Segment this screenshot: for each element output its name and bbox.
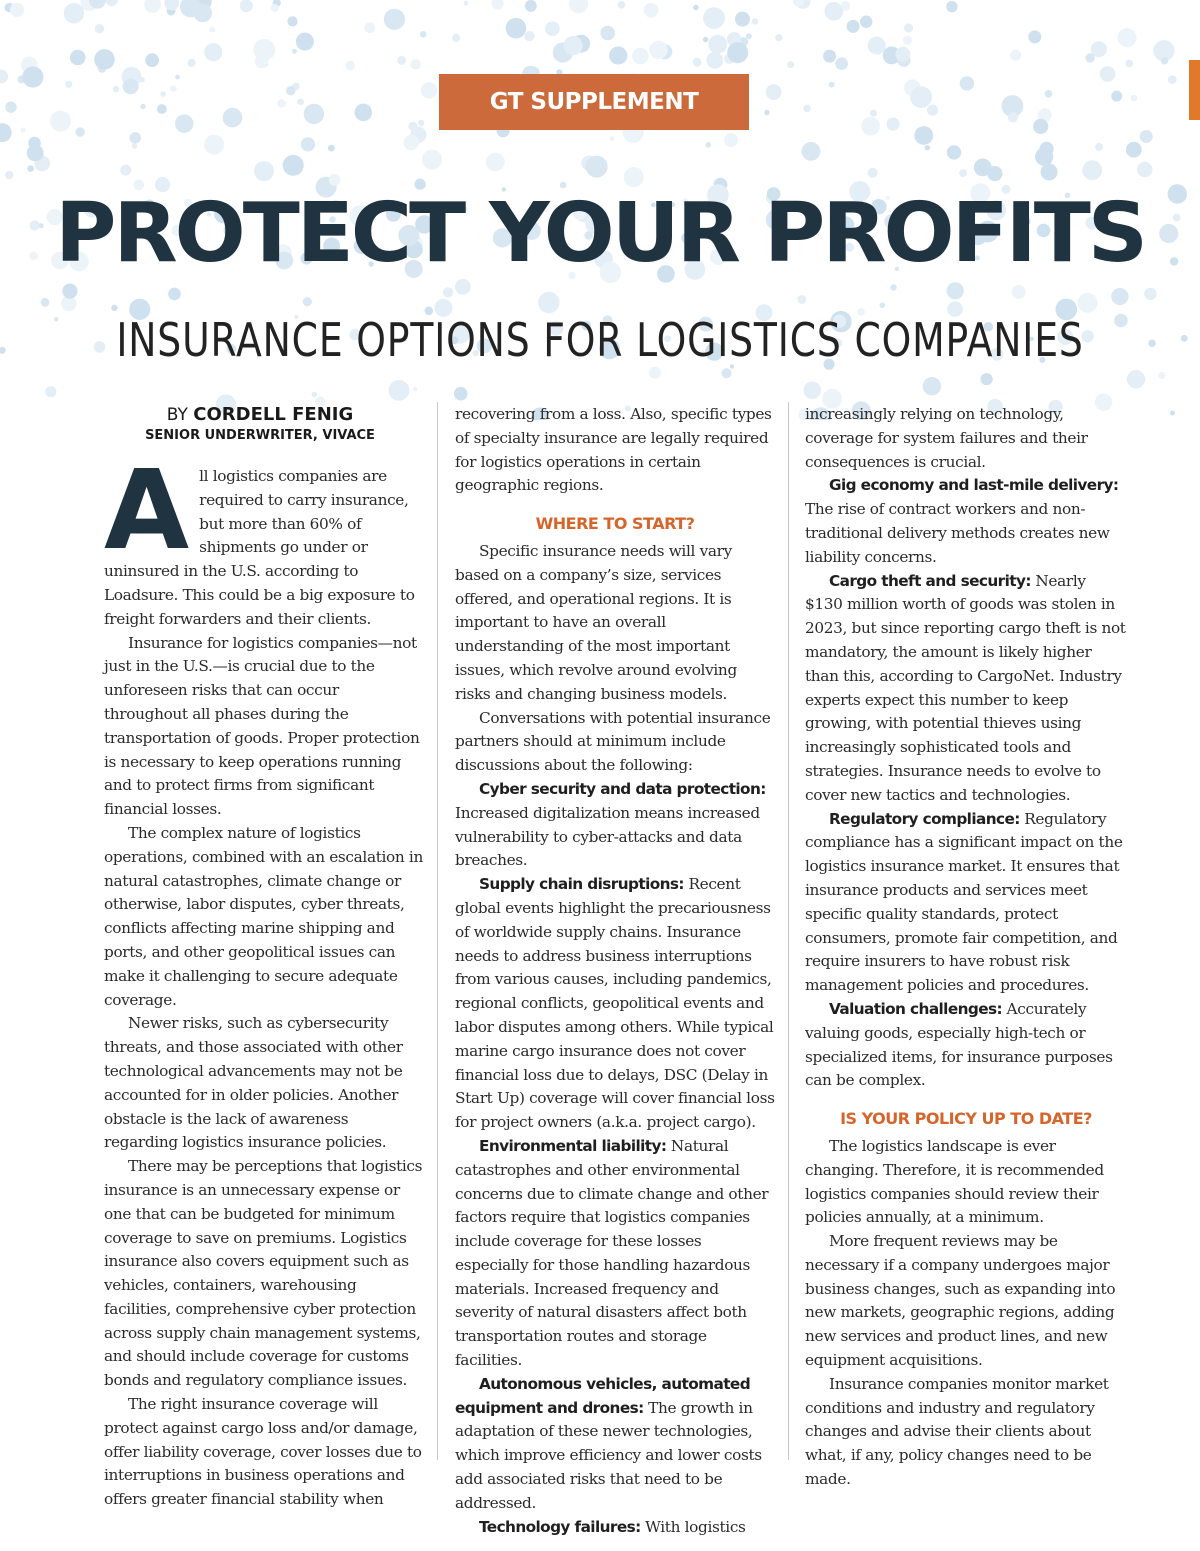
background-dot: [301, 137, 315, 151]
list-item: [805, 998, 1127, 1093]
continued-paragraph: increasingly relying on technology, coverage for system failures and their consequences is crucial.: [805, 405, 1088, 471]
background-dot: [297, 99, 304, 106]
background-dot: [287, 16, 297, 26]
background-dot: [254, 161, 274, 181]
list-item: [455, 873, 775, 1135]
background-dot: [1170, 411, 1175, 416]
background-dot: [5, 102, 16, 113]
section-heading-policy-up-to-date: IS YOUR POLICY UP TO DATE?: [840, 1109, 1092, 1129]
background-dot: [775, 34, 782, 41]
background-dot: [21, 128, 26, 133]
term-text: Increased digitalization means increased vulnerability to cyber-attacks and data breaches.: [455, 803, 760, 870]
background-dot: [1144, 288, 1156, 300]
background-dot: [94, 49, 115, 70]
background-dot: [1082, 160, 1102, 180]
background-dot: [1045, 90, 1053, 98]
body-paragraph: Insurance for logistics companies—not just in the U.S.—is crucial due to the unforeseen risks that can occur throughout all phases during the transportation of goods. Proper protection is necessary to keep operations running and to protect firms from significant financial losses.: [104, 633, 420, 819]
background-dot: [644, 3, 659, 18]
background-dot: [895, 47, 910, 62]
background-dot: [170, 85, 177, 92]
term-text: Regulatory compliance has a significant impact on the logistics insurance market. It ensures that insurance products and services meet specific quality standards, protect consumers, promote fair competition, and require insurers to have robust risk management policies and procedures.: [805, 809, 1123, 995]
background-dot: [868, 37, 886, 55]
drop-cap: A: [104, 446, 186, 574]
background-dot: [168, 288, 181, 301]
background-dot: [727, 42, 748, 63]
term: Regulatory compliance:: [829, 809, 1020, 828]
term: Supply chain disruptions:: [479, 875, 684, 894]
body-paragraph: The complex nature of logistics operations, combined with an escalation in natural catastrophes, climate change or otherwise, labor disputes, cyber threats, conflicts affecting marine shipping and ports, and other geopolitical issues can make it challenging to secure adequate coverage.: [104, 823, 423, 1009]
background-dot: [609, 46, 627, 64]
list-item: [805, 474, 1127, 569]
background-dot: [132, 143, 137, 148]
background-dot: [703, 7, 725, 29]
background-dot: [421, 82, 437, 98]
background-dot: [164, 0, 179, 10]
term-text: The growth in adaptation of these newer technologies, which improve efficiency and lower costs add associated risks that need to be addressed.: [455, 1398, 762, 1512]
background-dot: [0, 347, 6, 354]
background-dot: [525, 0, 537, 12]
body-paragraph: The logistics landscape is ever changing. Therefore, it is recommended logistics companies should review their policies annually, at a minimum.: [805, 1136, 1104, 1227]
body-paragraph: There may be perceptions that logistics insurance is an unnecessary expense or one that can be budgeted for minimum coverage to save on premiums. Logistics insurance also covers equipment such as vehicles, containers, warehousing facilities, comprehensive cyber protection across supply chain management systems, and should include coverage for customs bonds and regulatory compliance issues.: [104, 1157, 423, 1390]
background-dot: [609, 136, 614, 141]
background-dot: [95, 24, 104, 33]
intro-paragraph: [104, 446, 426, 632]
background-dot: [271, 4, 279, 12]
background-dot: [54, 317, 58, 321]
background-dot: [1111, 91, 1122, 102]
background-dot: [524, 31, 534, 41]
background-dot: [693, 58, 702, 67]
background-dot: [803, 105, 811, 113]
background-dot: [62, 284, 77, 299]
background-dot: [312, 392, 318, 398]
background-dot: [903, 36, 912, 45]
background-dot: [569, 0, 588, 13]
background-dot: [959, 169, 967, 177]
term-text: The rise of contract workers and non-traditional delivery methods creates new liability concerns.: [805, 500, 1110, 566]
column-divider: [788, 402, 789, 1460]
background-dot: [304, 104, 324, 124]
background-dot: [887, 118, 900, 131]
background-dot: [910, 86, 932, 108]
background-dot: [452, 34, 460, 42]
background-dot: [123, 78, 139, 94]
background-dot: [974, 159, 992, 177]
background-dot: [618, 1, 626, 9]
background-dot: [545, 21, 560, 36]
term: Cargo theft and security:: [829, 571, 1031, 590]
background-dot: [413, 387, 418, 392]
background-dot: [1168, 75, 1177, 84]
background-dot: [1114, 314, 1128, 328]
background-dot: [296, 33, 314, 51]
term-text: Recent global events highlight the precariousness of worldwide supply chains. Insurance needs to address business interruptions from various causes, including pandemics, regional conflicts, geopolitical events and labor disputes among others. While typical marine cargo insurance does not cover financial loss due to delays, DSC (Delay in Start Up) coverage will cover financial loss for project owners (a.k.a. project cargo).: [455, 875, 775, 1132]
column-2: [455, 403, 775, 1539]
background-dot: [1181, 335, 1188, 342]
background-dot: [735, 12, 750, 27]
background-dot: [829, 82, 835, 88]
background-dot: [802, 142, 821, 161]
background-dot: [175, 75, 180, 80]
background-dot: [947, 145, 961, 159]
background-dot: [586, 156, 608, 178]
background-dot: [443, 287, 453, 297]
list-item: [455, 1135, 775, 1373]
background-dot: [157, 104, 167, 114]
background-dot: [328, 145, 335, 152]
background-dot: [946, 1, 957, 12]
background-dot: [632, 48, 649, 65]
background-dot: [204, 135, 224, 155]
background-dot: [1158, 372, 1165, 379]
background-dot: [364, 22, 375, 33]
background-dot: [204, 43, 222, 61]
background-dot: [384, 9, 405, 30]
background-dot: [1127, 370, 1145, 388]
background-dot: [1085, 53, 1094, 62]
background-dot: [847, 20, 860, 33]
background-dot: [724, 133, 738, 147]
background-dot: [825, 2, 844, 21]
background-dot: [94, 341, 106, 353]
background-dot: [113, 86, 119, 92]
term-text: Natural catastrophes and other environmental concerns due to climate change and other factors require that logistics companies include coverage for these losses especially for those handling hazardous materials. Increased frequency and severity of natural disasters affect both transportation routes and storage facilities.: [455, 1136, 769, 1370]
background-dot: [0, 70, 8, 84]
background-dot: [404, 135, 419, 150]
background-dot: [914, 126, 933, 145]
background-dot: [752, 18, 758, 24]
background-dot: [1100, 66, 1116, 82]
headline: PROTECT YOUR PROFITS: [55, 186, 1145, 281]
list-item: [455, 778, 775, 873]
background-dot: [41, 298, 50, 307]
background-dot: [209, 27, 215, 33]
term-text: Nearly $130 million worth of goods was stolen in 2023, but since reporting cargo theft is not mandatory, the amount is likely higher than this, according to CargoNet. Industry experts expect this number to keep growing, with potential thieves using increasingly sophisticated tools and strategies. Insurance needs to evolve to cover new tactics and technologies.: [805, 571, 1126, 804]
background-dot: [764, 110, 769, 115]
background-dot: [703, 37, 708, 42]
background-dot: [277, 99, 286, 108]
background-dot: [70, 50, 86, 66]
background-dot: [27, 145, 44, 162]
background-dot: [1041, 164, 1058, 181]
column-3: [805, 403, 1127, 1492]
list-item: [455, 1373, 775, 1516]
background-dot: [64, 3, 84, 23]
background-dot: [1131, 95, 1138, 102]
background-dot: [65, 81, 72, 88]
background-dot: [240, 0, 253, 12]
body-paragraph: Insurance companies monitor market conditions and industry and regulatory changes and advise their clients about what, if any, policy changes need to be made.: [805, 1374, 1109, 1489]
term: Cyber security and data protection:: [479, 779, 766, 798]
body-paragraph: Conversations with potential insurance partners should at minimum include discussions about the following:: [455, 708, 771, 775]
background-dot: [50, 111, 71, 132]
background-dot: [292, 49, 297, 54]
background-dot: [145, 53, 159, 67]
background-dot: [1111, 288, 1128, 305]
background-dot: [823, 50, 836, 63]
background-dot: [418, 120, 424, 126]
background-dot: [804, 382, 822, 400]
background-dot: [0, 123, 12, 142]
background-dot: [960, 76, 974, 90]
background-dot: [422, 150, 442, 170]
background-dot: [454, 387, 468, 401]
background-dot: [45, 386, 56, 397]
background-dot: [286, 86, 295, 95]
background-dot: [835, 57, 848, 70]
list-item: [805, 570, 1127, 808]
background-dot: [947, 282, 964, 299]
background-dot: [868, 168, 878, 178]
background-dot: [797, 295, 806, 304]
background-dot: [708, 35, 727, 54]
background-dot: [22, 66, 43, 87]
background-dot: [106, 0, 118, 6]
background-dot: [1161, 57, 1168, 64]
term-text: With logistics: [640, 1517, 746, 1536]
background-dot: [1035, 148, 1053, 166]
background-dot: [860, 16, 872, 28]
background-dot: [693, 5, 699, 11]
background-dot: [130, 132, 141, 143]
background-dot: [140, 104, 146, 110]
background-dot: [1028, 30, 1041, 43]
background-dot: [410, 59, 420, 69]
background-dot: [564, 36, 583, 55]
background-dot: [27, 165, 34, 172]
background-dot: [492, 0, 504, 10]
background-dot: [649, 41, 667, 59]
background-dot: [355, 104, 373, 122]
background-dot: [1137, 162, 1152, 177]
background-dot: [706, 52, 723, 69]
author-role: SENIOR UNDERWRITER, VIVACE: [145, 428, 375, 443]
body-paragraph: Specific insurance needs will vary based on a company’s size, services offered, and operational regions. It is important to have an overall understanding of the most important issues, which revolve around evolving risks and changing business models.: [455, 541, 737, 703]
background-dot: [766, 84, 782, 100]
list-item: [455, 1516, 775, 1540]
background-dot: [890, 284, 896, 290]
term: Technology failures:: [479, 1517, 641, 1536]
background-dot: [223, 108, 243, 128]
background-dot: [861, 117, 880, 136]
term-text: Accurately valuing goods, especially high-tech or specialized items, for insurance purposes can be complex.: [805, 999, 1113, 1090]
background-dot: [1140, 130, 1153, 143]
byline-prefix: BY: [166, 405, 188, 425]
term: Valuation challenges:: [829, 999, 1003, 1018]
page-edge-accent: [1189, 60, 1200, 120]
byline: [110, 402, 410, 444]
background-dot: [1008, 112, 1018, 122]
column-divider: [437, 402, 438, 1460]
author-name: CORDELL FENIG: [193, 404, 354, 425]
background-dot: [464, 1, 469, 6]
list-item: [805, 808, 1127, 998]
background-dot: [160, 91, 166, 97]
background-dot: [389, 380, 410, 401]
background-dot: [420, 31, 427, 38]
background-dot: [1095, 143, 1103, 151]
background-dot: [923, 377, 941, 395]
body-paragraph: The right insurance coverage will protect against cargo loss and/or damage, offer liability coverage, cover losses due to interruptions in business operations and offers greater financial stability when: [104, 1395, 422, 1509]
body-paragraph: More frequent reviews may be necessary if a company undergoes major business changes, such as expanding into new markets, geographic regions, adding new services and product lines, and new equipment acquisitions.: [805, 1232, 1116, 1370]
background-dot: [5, 171, 13, 179]
background-dot: [397, 56, 406, 65]
background-dot: [1033, 119, 1048, 134]
background-dot: [346, 61, 355, 70]
background-dot: [927, 105, 938, 116]
background-dot: [787, 61, 794, 68]
background-dot: [1010, 50, 1021, 61]
body-paragraph: Newer risks, such as cybersecurity threats, and those associated with other technological advancements may not be accounted for in older policies. Another obstacle is the lack of awareness regarding logistics insurance policies.: [104, 1014, 403, 1152]
background-dot: [1126, 142, 1142, 158]
intro-text: ll logistics companies are required to carry insurance, but more than 60% of shipments go under or uninsured in the U.S. according to Loadsure. This could be a big exposure to freight forwarders and their clients.: [104, 467, 415, 628]
background-dot: [1012, 285, 1026, 299]
term: Gig economy and last-mile delivery:: [829, 476, 1119, 495]
term: Autonomous vehicles, automated equipment and drones:: [455, 1374, 751, 1417]
background-dot: [1148, 340, 1155, 347]
background-dot: [925, 145, 930, 150]
background-dot: [600, 26, 615, 41]
section-heading-where-to-start: WHERE TO START?: [535, 514, 695, 534]
background-dot: [175, 114, 193, 132]
background-dot: [506, 18, 527, 39]
background-dot: [188, 59, 196, 67]
background-dot: [486, 153, 505, 172]
subheadline: INSURANCE OPTIONS FOR LOGISTICS COMPANIES: [116, 313, 1084, 367]
background-dot: [904, 23, 913, 32]
background-dot: [1118, 28, 1137, 47]
section-banner: GT SUPPLEMENT: [439, 74, 749, 130]
background-dot: [870, 110, 877, 117]
background-dot: [1126, 60, 1134, 68]
background-dot: [283, 155, 304, 176]
background-dot: [144, 0, 161, 13]
term: Environmental liability:: [479, 1136, 667, 1155]
continued-paragraph: recovering from a loss. Also, specific types of specialty insurance are legally required for logistics operations in certain geographic regions.: [455, 405, 772, 495]
column-1: [104, 446, 426, 1512]
background-dot: [706, 142, 712, 148]
background-dot: [10, 3, 24, 17]
background-dot: [75, 127, 84, 136]
background-dot: [120, 165, 131, 176]
background-dot: [253, 39, 275, 61]
